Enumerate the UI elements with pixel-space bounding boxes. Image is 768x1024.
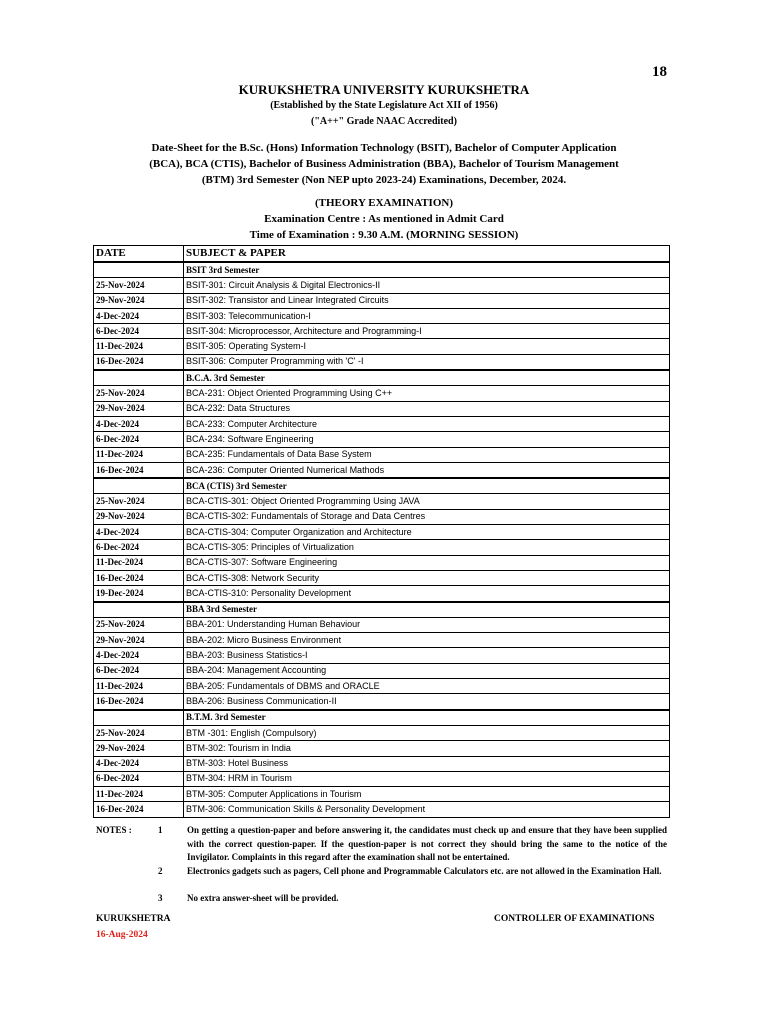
exam-centre: Examination Centre : As mentioned in Admit Card [264,213,504,225]
exam-date: 16-Dec-2024 [94,462,184,478]
university-title: KURUKSHETRA UNIVERSITY KURUKSHETRA [238,82,530,97]
exam-date: 6-Dec-2024 [94,432,184,447]
note-number: 3 [158,892,163,903]
table-row [94,802,670,817]
section-row [94,262,670,278]
table-row [94,447,670,462]
table-row [94,509,670,524]
table-row [94,432,670,447]
paper-name: BBA-203: Business Statistics-I [184,648,670,663]
exam-date: 11-Dec-2024 [94,787,184,802]
paper-name: BBA-206: Business Communication-II [184,694,670,710]
datesheet-line: (BTM) 3rd Semester (Non NEP upto 2023-24) Examinations, December, 2024. [201,174,567,186]
table-row [94,648,670,663]
note-number: 2 [158,865,163,876]
paper-name: BSIT-305: Operating System-I [184,339,670,354]
exam-date: 11-Dec-2024 [94,447,184,462]
paper-name: BCA-231: Object Oriented Programming Using C++ [184,386,670,401]
table-row [94,617,670,632]
table-row [94,555,670,570]
accreditation-line: ("A++" Grade NAAC Accredited) [311,116,457,127]
table-row [94,308,670,323]
table-row [94,386,670,401]
exam-date: 16-Dec-2024 [94,802,184,817]
paper-name: BBA-202: Micro Business Environment [184,633,670,648]
paper-name: BCA-236: Computer Oriented Numerical Mathods [184,462,670,478]
exam-date: 4-Dec-2024 [94,525,184,540]
paper-name: BCA-235: Fundamentals of Data Base System [184,447,670,462]
paper-name: BCA-CTIS-305: Principles of Virtualization [184,540,670,555]
exam-date: 29-Nov-2024 [94,509,184,524]
table-row [94,586,670,602]
date-column-header: DATE [94,246,184,263]
exam-date: 29-Nov-2024 [94,633,184,648]
note-text: Electronics gadgets such as pagers, Cell phone and Programmable Calculators etc. are not allowed in the Examination Hall. [187,865,662,876]
section-date-cell [94,478,184,494]
paper-name: BCA-232: Data Structures [184,401,670,416]
table-row [94,694,670,710]
paper-name: BBA-205: Fundamentals of DBMS and ORACLE [184,679,670,694]
table-row [94,324,670,339]
established-line: (Established by the State Legislature Act XII of 1956) [270,100,498,111]
datesheet-title [0,140,768,188]
section-row [94,478,670,494]
exam-date: 25-Nov-2024 [94,494,184,509]
table-row [94,401,670,416]
table-row [94,725,670,740]
datesheet-line: (BCA), BCA (CTIS), Bachelor of Business Administration (BBA), Bachelor of Tourism Management [149,158,619,170]
section-row [94,602,670,618]
footer-date: 16-Aug-2024 [96,930,148,940]
section-title: B.T.M. 3rd Semester [184,710,670,726]
section-date-cell [94,370,184,386]
table-row [94,756,670,771]
table-row [94,633,670,648]
exam-date: 29-Nov-2024 [94,741,184,756]
table-row [94,525,670,540]
datesheet-line: Date-Sheet for the B.Sc. (Hons) Information Technology (BSIT), Bachelor of Computer Application [151,142,617,154]
paper-name: BSIT-303: Telecommunication-I [184,308,670,323]
paper-name: BSIT-302: Transistor and Linear Integrated Circuits [184,293,670,308]
exam-date: 4-Dec-2024 [94,416,184,431]
paper-name: BTM-302: Tourism in India [184,741,670,756]
subject-column-header: SUBJECT & PAPER [184,246,670,263]
paper-name: BSIT-306: Computer Programming with 'C' -I [184,354,670,370]
schedule-body [94,262,670,817]
paper-name: BSIT-301: Circuit Analysis & Digital Electronics-II [184,278,670,293]
section-title: B.C.A. 3rd Semester [184,370,670,386]
section-title: BBA 3rd Semester [184,602,670,618]
table-header-row [94,246,670,263]
exam-date: 25-Nov-2024 [94,617,184,632]
page-number: 18 [652,64,667,80]
paper-name: BTM-304: HRM in Tourism [184,771,670,786]
exam-date: 25-Nov-2024 [94,278,184,293]
table-row [94,787,670,802]
exam-date: 11-Dec-2024 [94,555,184,570]
paper-name: BCA-CTIS-302: Fundamentals of Storage and Data Centres [184,509,670,524]
table-row [94,416,670,431]
paper-name: BTM-303: Hotel Business [184,756,670,771]
exam-date: 4-Dec-2024 [94,648,184,663]
table-row [94,741,670,756]
exam-date: 16-Dec-2024 [94,354,184,370]
footer-signatory: CONTROLLER OF EXAMINATIONS [494,914,655,924]
schedule-table [93,245,670,818]
paper-name: BCA-CTIS-310: Personality Development [184,586,670,602]
table-row [94,462,670,478]
paper-name: BTM -301: English (Compulsory) [184,725,670,740]
exam-date: 6-Dec-2024 [94,324,184,339]
section-row [94,710,670,726]
exam-date: 29-Nov-2024 [94,293,184,308]
exam-date: 11-Dec-2024 [94,679,184,694]
table-row [94,540,670,555]
section-row [94,370,670,386]
table-row [94,354,670,370]
paper-name: BSIT-304: Microprocessor, Architecture and Programming-I [184,324,670,339]
table-row [94,679,670,694]
notes-label: NOTES : [96,825,132,835]
paper-name: BTM-306: Communication Skills & Personality Development [184,802,670,817]
paper-name: BCA-CTIS-308: Network Security [184,570,670,585]
footer-place: KURUKSHETRA [96,914,171,924]
table-row [94,278,670,293]
exam-date: 11-Dec-2024 [94,339,184,354]
section-title: BSIT 3rd Semester [184,262,670,278]
paper-name: BCA-233: Computer Architecture [184,416,670,431]
table-row [94,293,670,308]
exam-date: 29-Nov-2024 [94,401,184,416]
section-date-cell [94,710,184,726]
paper-name: BCA-234: Software Engineering [184,432,670,447]
paper-name: BCA-CTIS-307: Software Engineering [184,555,670,570]
paper-name: BTM-305: Computer Applications in Tourism [184,787,670,802]
section-title: BCA (CTIS) 3rd Semester [184,478,670,494]
table-row [94,663,670,678]
exam-time: Time of Examination : 9.30 A.M. (MORNING SESSION) [249,229,519,241]
table-row [94,771,670,786]
exam-type: (THEORY EXAMINATION) [314,197,454,209]
note-text: No extra answer-sheet will be provided. [187,892,339,903]
paper-name: BCA-CTIS-304: Computer Organization and Architecture [184,525,670,540]
exam-date: 6-Dec-2024 [94,540,184,555]
exam-date: 4-Dec-2024 [94,308,184,323]
exam-date: 25-Nov-2024 [94,386,184,401]
exam-date: 25-Nov-2024 [94,725,184,740]
paper-name: BCA-CTIS-301: Object Oriented Programming Using JAVA [184,494,670,509]
paper-name: BBA-204: Management Accounting [184,663,670,678]
section-date-cell [94,262,184,278]
table-row [94,339,670,354]
note-number: 1 [158,825,163,835]
exam-date: 6-Dec-2024 [94,771,184,786]
note-text: On getting a question-paper and before answering it, the candidates must check up and ensure that they have been supplied with the correct question-paper. If the question-paper is not correct they should bring the same to the notice of the Invigilator. Complaints in this regard after the examination shall not be entertained. [187,825,667,862]
exam-date: 19-Dec-2024 [94,586,184,602]
section-date-cell [94,602,184,618]
table-row [94,494,670,509]
paper-name: BBA-201: Understanding Human Behaviour [184,617,670,632]
exam-date: 16-Dec-2024 [94,570,184,585]
table-row [94,570,670,585]
exam-date: 16-Dec-2024 [94,694,184,710]
exam-date: 6-Dec-2024 [94,663,184,678]
exam-date: 4-Dec-2024 [94,756,184,771]
